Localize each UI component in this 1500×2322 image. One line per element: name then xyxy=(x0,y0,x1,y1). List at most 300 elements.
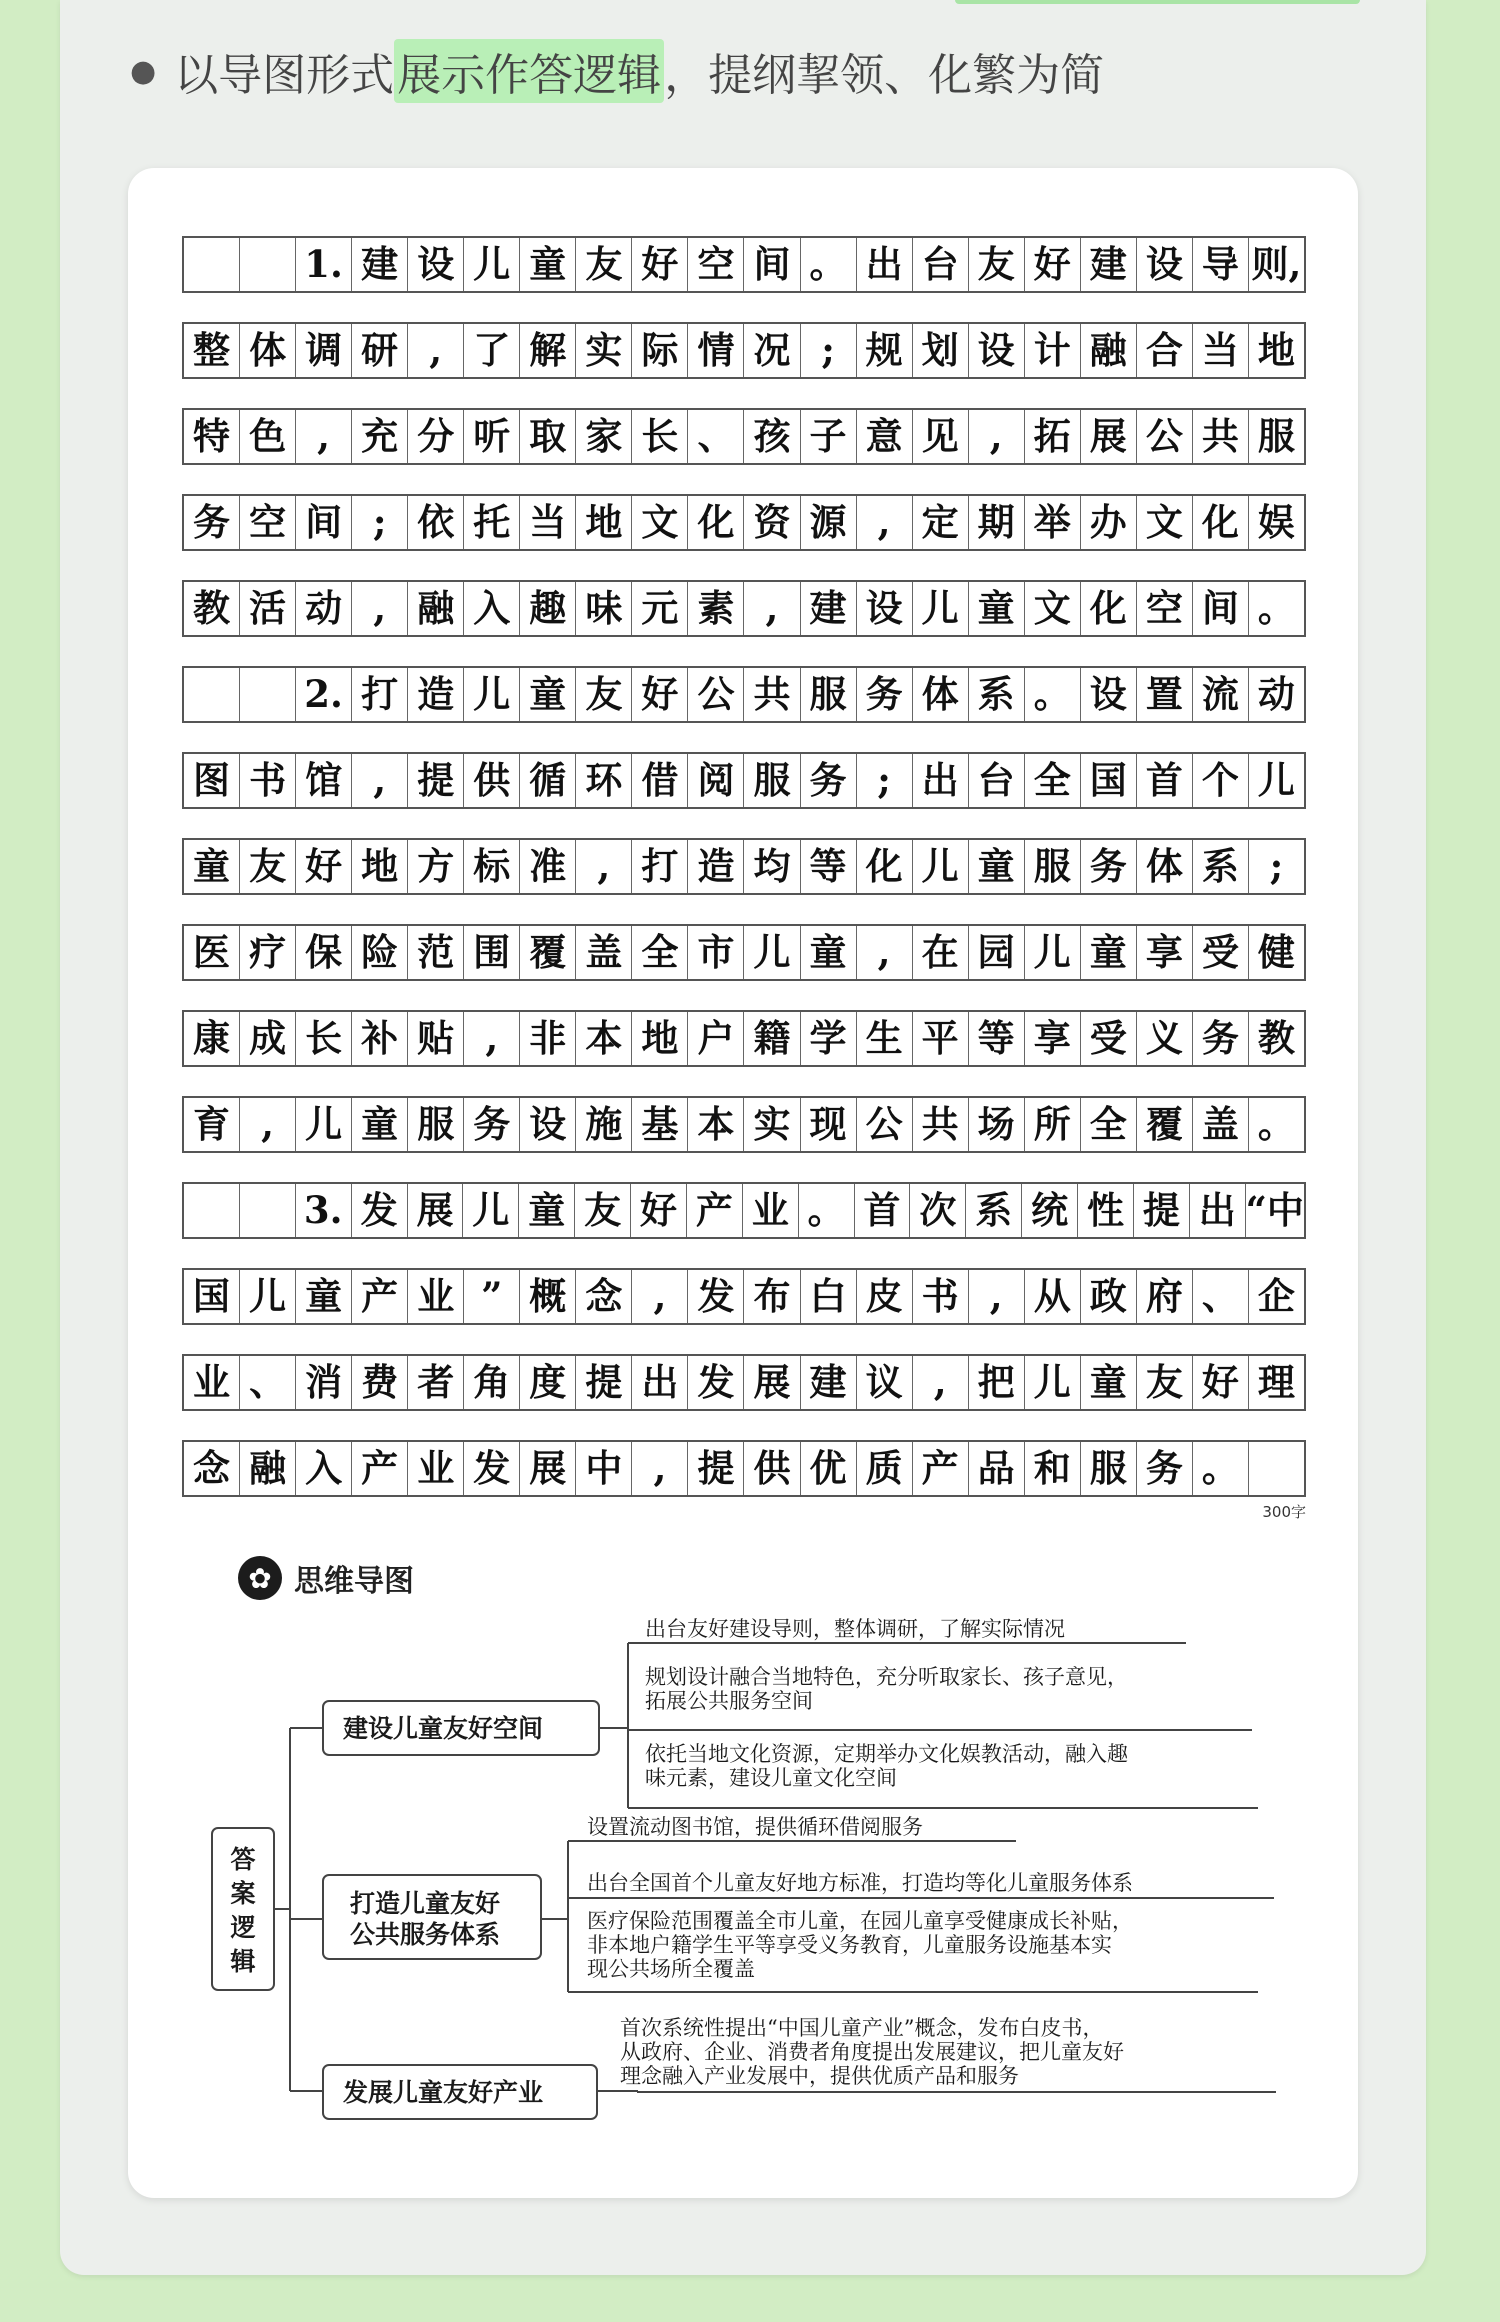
essay-cell: 入 xyxy=(295,1442,351,1495)
essay-cell: 打 xyxy=(351,668,407,721)
essay-cell: 建 xyxy=(1080,238,1136,291)
leaf-text: 非本地户籍学生平等享受义务教育，儿童服务设施基本实 xyxy=(587,1933,1112,1957)
essay-cell: 空 xyxy=(1136,582,1192,635)
essay-cell: 。 xyxy=(800,238,856,291)
essay-cell: 系 xyxy=(968,668,1024,721)
branch-label-1: 建设儿童友好空间 xyxy=(343,1714,544,1743)
essay-cell: 造 xyxy=(407,668,463,721)
essay-cell: 家 xyxy=(575,410,631,463)
essay-cell: 童 xyxy=(968,840,1024,893)
essay-cell: 1. xyxy=(295,238,351,291)
essay-cell: 围 xyxy=(463,926,519,979)
essay-cell: 共 xyxy=(912,1098,968,1151)
essay-cell: 儿 xyxy=(743,926,799,979)
word-count: 300字 xyxy=(1262,1503,1306,1521)
essay-cell: 意 xyxy=(856,410,912,463)
essay-cell: 从 xyxy=(1024,1270,1080,1323)
essay-cell: 务 xyxy=(800,754,856,807)
essay-cell: 产 xyxy=(351,1270,407,1323)
essay-cell: 成 xyxy=(239,1012,295,1065)
leaf-text: 医疗保险范围覆盖全市儿童，在园儿童享受健康成长补贴， xyxy=(587,1909,1133,1933)
essay-cell: 好 xyxy=(295,840,351,893)
essay-cell: 体 xyxy=(239,324,295,377)
essay-cell: 期 xyxy=(968,496,1024,549)
essay-cell: 供 xyxy=(463,754,519,807)
essay-cell: 品 xyxy=(968,1442,1024,1495)
essay-cell: 质 xyxy=(856,1442,912,1495)
essay-cell: 造 xyxy=(687,840,743,893)
essay-cell: 公 xyxy=(687,668,743,721)
essay-cell: 举 xyxy=(1024,496,1080,549)
essay-cell: 化 xyxy=(1080,582,1136,635)
essay-cell: , xyxy=(912,1356,968,1409)
essay-cell: 念 xyxy=(575,1270,631,1323)
essay-cell: 取 xyxy=(519,410,575,463)
essay-cell: 把 xyxy=(968,1356,1024,1409)
essay-cell: 次 xyxy=(909,1184,965,1237)
essay-cell: 全 xyxy=(1080,1098,1136,1151)
essay-cell: 解 xyxy=(519,324,575,377)
essay-cell: 儿 xyxy=(463,238,519,291)
essay-cell: 布 xyxy=(743,1270,799,1323)
essay-cell: 童 xyxy=(1080,926,1136,979)
essay-cell: 学 xyxy=(800,1012,856,1065)
essay-cell: 办 xyxy=(1080,496,1136,549)
essay-cell: 设 xyxy=(519,1098,575,1151)
essay-cell: 概 xyxy=(519,1270,575,1323)
essay-cell: 共 xyxy=(1192,410,1248,463)
essay-cell: ; xyxy=(1248,840,1304,893)
essay-cell: 地 xyxy=(351,840,407,893)
essay-cell: 企 xyxy=(1248,1270,1304,1323)
essay-cell: 全 xyxy=(1024,754,1080,807)
essay-cell: 3. xyxy=(295,1184,351,1237)
essay-cell: 友 xyxy=(1136,1356,1192,1409)
essay-cell: 在 xyxy=(912,926,968,979)
essay-cell: ; xyxy=(856,754,912,807)
essay-cell: 务 xyxy=(1080,840,1136,893)
mindmap-root-char: 逻 xyxy=(230,1913,256,1942)
mindmap-root-char: 案 xyxy=(230,1879,256,1908)
essay-cell: 现 xyxy=(800,1098,856,1151)
essay-cell: 展 xyxy=(407,1184,463,1237)
essay-cell: 国 xyxy=(1080,754,1136,807)
essay-cell: 服 xyxy=(407,1098,463,1151)
essay-cell: 划 xyxy=(912,324,968,377)
essay-cell: 本 xyxy=(575,1012,631,1065)
essay-cell: 念 xyxy=(193,1446,231,1490)
essay-cell: 。 xyxy=(1248,1098,1304,1151)
essay-cell: 托 xyxy=(463,496,519,549)
essay-cell: 好 xyxy=(1024,238,1080,291)
essay-cell: 建 xyxy=(351,238,407,291)
essay-cell: 范 xyxy=(407,926,463,979)
essay-cell: , xyxy=(968,1270,1024,1323)
essay-cell: 儿 xyxy=(1024,926,1080,979)
essay-cell: 服 xyxy=(1080,1442,1136,1495)
essay-cell: 享 xyxy=(1024,1012,1080,1065)
essay-cell: 元 xyxy=(631,582,687,635)
bullet-text-highlight: 展示作答逻辑 xyxy=(394,39,664,103)
leaf-text: 规划设计融合当地特色，充分听取家长、孩子意见， xyxy=(645,1665,1128,1689)
essay-cell: 资 xyxy=(743,496,799,549)
leaf-text: 出台全国首个儿童友好地方标准，打造均等化儿童服务体系 xyxy=(587,1871,1133,1895)
essay-cell: 实 xyxy=(575,324,631,377)
essay-cell: 儿 xyxy=(462,1184,518,1237)
essay-cell: 流 xyxy=(1192,668,1248,721)
essay-cell: 者 xyxy=(407,1356,463,1409)
essay-cell: 馆 xyxy=(295,754,351,807)
essay-cell: 所 xyxy=(1024,1098,1080,1151)
essay-cell: 受 xyxy=(1192,926,1248,979)
essay-cell: 提 xyxy=(1133,1184,1189,1237)
essay-cell: , xyxy=(463,1012,519,1065)
essay-cell: 调 xyxy=(295,324,351,377)
essay-cell: 出 xyxy=(856,238,912,291)
essay-cell: 市 xyxy=(687,926,743,979)
branch-label-2: 打造儿童友好 xyxy=(350,1889,501,1918)
essay-cell: 保 xyxy=(295,926,351,979)
essay-cell: 角 xyxy=(463,1356,519,1409)
essay-cell: 子 xyxy=(800,410,856,463)
essay-cell: 童 xyxy=(519,238,575,291)
essay-cell: 业 xyxy=(407,1442,463,1495)
essay-cell: 出 xyxy=(912,754,968,807)
essay-cell: 书 xyxy=(239,754,295,807)
branch-label-2: 公共服务体系 xyxy=(350,1920,501,1949)
leaf-text: 从政府、企业、消费者角度提出发展建议，把儿童友好 xyxy=(620,2040,1124,2064)
essay-cell: 服 xyxy=(1024,840,1080,893)
essay-cell: 打 xyxy=(631,840,687,893)
essay-cell: , xyxy=(968,410,1024,463)
essay-cell: 优 xyxy=(800,1442,856,1495)
essay-cell: 皮 xyxy=(856,1270,912,1323)
essay-cell: 享 xyxy=(1136,926,1192,979)
essay-cell: 务 xyxy=(856,668,912,721)
essay-cell: 地 xyxy=(575,496,631,549)
essay-cell: 提 xyxy=(575,1356,631,1409)
essay-cell: 文 xyxy=(1024,582,1080,635)
essay-cell: 覆 xyxy=(1136,1098,1192,1151)
essay-cell: , xyxy=(743,582,799,635)
essay-cell: 实 xyxy=(743,1098,799,1151)
essay-cell: 2. xyxy=(295,668,351,721)
essay-cell: 设 xyxy=(407,238,463,291)
essay-cell: 入 xyxy=(463,582,519,635)
essay-cell: , xyxy=(295,410,351,463)
essay-cell: 。 xyxy=(1248,582,1304,635)
essay-cell: 覆 xyxy=(519,926,575,979)
essay-cell: 环 xyxy=(575,754,631,807)
essay-cell: 中 xyxy=(575,1442,631,1495)
essay-cell: 平 xyxy=(912,1012,968,1065)
essay-cell: 务 xyxy=(1136,1442,1192,1495)
essay-cell: 业 xyxy=(742,1184,798,1237)
essay-cell: 情 xyxy=(687,324,743,377)
essay-cell: 趣 xyxy=(519,582,575,635)
essay-cell: 等 xyxy=(968,1012,1024,1065)
essay-cell: 童 xyxy=(800,926,856,979)
essay-cell: 儿 xyxy=(1024,1356,1080,1409)
feature-bullet xyxy=(130,36,1104,106)
essay-cell: 籍 xyxy=(743,1012,799,1065)
bullet-dot-icon: ● xyxy=(130,53,157,89)
essay-cell: 教 xyxy=(1248,1012,1304,1065)
essay-cell: 融 xyxy=(239,1442,295,1495)
essay-cell: 拓 xyxy=(1024,410,1080,463)
essay-cell: 等 xyxy=(800,840,856,893)
essay-cell: 非 xyxy=(519,1012,575,1065)
essay-cell: 白 xyxy=(800,1270,856,1323)
essay-cell: , xyxy=(631,1442,687,1495)
essay-cell: 孩 xyxy=(743,410,799,463)
essay-cell: 盖 xyxy=(1192,1098,1248,1151)
essay-cell: 化 xyxy=(1192,496,1248,549)
leaf-text: 设置流动图书馆，提供循环借阅服务 xyxy=(587,1815,923,1839)
top-accent-strip xyxy=(955,0,1360,4)
branch-label-3: 发展儿童友好产业 xyxy=(343,2078,544,2107)
essay-cell: 则, xyxy=(1248,238,1304,291)
essay-cell: 提 xyxy=(687,1442,743,1495)
leaf-text: 首次系统性提出“中国儿童产业”概念，发布白皮书， xyxy=(620,2016,1104,2040)
essay-cell: 育 xyxy=(193,1102,231,1146)
essay-cell: 童 xyxy=(351,1098,407,1151)
essay-cell: 阅 xyxy=(687,754,743,807)
essay-cell: 化 xyxy=(856,840,912,893)
essay-cell: 消 xyxy=(295,1356,351,1409)
essay-cell: 间 xyxy=(295,496,351,549)
essay-cell: 童 xyxy=(193,844,231,888)
essay-cell: 发 xyxy=(687,1356,743,1409)
essay-cell: 本 xyxy=(687,1098,743,1151)
essay-cell: , xyxy=(575,840,631,893)
essay-cell: 建 xyxy=(800,1356,856,1409)
essay-cell: 书 xyxy=(912,1270,968,1323)
essay-cell: 长 xyxy=(631,410,687,463)
essay-cell: 系 xyxy=(1192,840,1248,893)
essay-cell: 源 xyxy=(800,496,856,549)
essay-cell: , xyxy=(631,1270,687,1323)
mindmap-trunk xyxy=(274,1728,323,2091)
essay-cell: 儿 xyxy=(1248,754,1304,807)
essay-cell: 生 xyxy=(856,1012,912,1065)
essay-cell: 童 xyxy=(518,1184,574,1237)
essay-cell: 充 xyxy=(351,410,407,463)
essay-cell: 分 xyxy=(407,410,463,463)
essay-cell: 友 xyxy=(575,238,631,291)
essay-cell: 好 xyxy=(631,668,687,721)
essay-cell: 产 xyxy=(912,1442,968,1495)
essay-cell: 童 xyxy=(519,668,575,721)
essay-cell: 设 xyxy=(856,582,912,635)
essay-cell: ; xyxy=(351,496,407,549)
essay-cell: 间 xyxy=(743,238,799,291)
essay-cell: 性 xyxy=(1077,1184,1133,1237)
essay-cell: 导 xyxy=(1192,238,1248,291)
essay-cell: 府 xyxy=(1136,1270,1192,1323)
essay-cell: 疗 xyxy=(239,926,295,979)
leaf-text: 味元素，建设儿童文化空间 xyxy=(645,1766,897,1790)
leaf-text: 理念融入产业发展中，提供优质产品和服务 xyxy=(620,2064,1019,2088)
answer-card xyxy=(128,168,1358,2198)
essay-cell: 园 xyxy=(968,926,1024,979)
essay-cell: 。 xyxy=(798,1184,854,1237)
essay-cell: 。 xyxy=(1192,1442,1248,1495)
mindmap-title: 思维导图 xyxy=(294,1564,414,1599)
essay-cell: , xyxy=(407,324,463,377)
essay-cell: 地 xyxy=(1248,324,1304,377)
essay-cell: 个 xyxy=(1192,754,1248,807)
essay-cell: 听 xyxy=(463,410,519,463)
essay-cell: 设 xyxy=(1080,668,1136,721)
essay-cell: 童 xyxy=(295,1270,351,1323)
essay-cell: 研 xyxy=(351,324,407,377)
essay-cell: 设 xyxy=(968,324,1024,377)
leaf-text: 出台友好建设导则，整体调研，了解实际情况 xyxy=(645,1617,1065,1641)
essay-cell: 儿 xyxy=(912,840,968,893)
essay-cell: 台 xyxy=(968,754,1024,807)
essay-cell: 好 xyxy=(630,1184,686,1237)
bullet-text-pre: 以导图形式 xyxy=(174,50,395,101)
mindmap-root-char: 辑 xyxy=(230,1947,256,1976)
mindmap-diagram xyxy=(128,168,1358,2198)
essay-cell: 化 xyxy=(687,496,743,549)
essay-cell: 盖 xyxy=(575,926,631,979)
essay-cell: 当 xyxy=(519,496,575,549)
essay-cell: 补 xyxy=(351,1012,407,1065)
essay-cell: 循 xyxy=(519,754,575,807)
essay-cell: 友 xyxy=(575,668,631,721)
essay-cell: “中 xyxy=(1245,1184,1304,1237)
essay-cell: ” xyxy=(463,1270,519,1323)
essay-cell: 业 xyxy=(407,1270,463,1323)
essay-cell: 度 xyxy=(519,1356,575,1409)
essay-cell: 发 xyxy=(463,1442,519,1495)
essay-cell: 发 xyxy=(351,1184,407,1237)
essay-cell: 首 xyxy=(1136,754,1192,807)
essay-cell: 文 xyxy=(631,496,687,549)
essay-cell: 和 xyxy=(1024,1442,1080,1495)
essay-cell: 设 xyxy=(1136,238,1192,291)
essay-cell: 险 xyxy=(351,926,407,979)
essay-cell: 业 xyxy=(193,1360,231,1404)
essay-cell: 好 xyxy=(631,238,687,291)
essay-cell: 场 xyxy=(968,1098,1024,1151)
essay-cell: 供 xyxy=(743,1442,799,1495)
essay-cell: 儿 xyxy=(463,668,519,721)
essay-cell: 国 xyxy=(193,1274,231,1318)
essay-cell: 整 xyxy=(193,328,231,372)
essay-cell: 好 xyxy=(1192,1356,1248,1409)
essay-cell: 友 xyxy=(968,238,1024,291)
essay-cell: 发 xyxy=(687,1270,743,1323)
essay-cell: 产 xyxy=(686,1184,742,1237)
essay-cell: 出 xyxy=(1189,1184,1245,1237)
essay-cell: 当 xyxy=(1192,324,1248,377)
mindmap-root-char: 答 xyxy=(230,1845,256,1874)
essay-cell: 况 xyxy=(743,324,799,377)
essay-cell: 均 xyxy=(743,840,799,893)
essay-cell: 费 xyxy=(351,1356,407,1409)
essay-cell: 标 xyxy=(463,840,519,893)
essay-cell: 统 xyxy=(1021,1184,1077,1237)
essay-cell: 地 xyxy=(631,1012,687,1065)
essay-cell: 活 xyxy=(239,582,295,635)
essay-cell: 计 xyxy=(1024,324,1080,377)
essay-cell: 特 xyxy=(193,414,231,458)
essay-cell: 友 xyxy=(574,1184,630,1237)
essay-cell: , xyxy=(239,1098,295,1151)
essay-cell: 服 xyxy=(1248,410,1304,463)
essay-cell: 务 xyxy=(193,500,231,544)
essay-cell: 务 xyxy=(463,1098,519,1151)
essay-cell: 体 xyxy=(912,668,968,721)
essay-cell: 贴 xyxy=(407,1012,463,1065)
essay-cell: 务 xyxy=(1192,1012,1248,1065)
essay-cell: , xyxy=(856,496,912,549)
essay-cell: 依 xyxy=(407,496,463,549)
essay-cell: 施 xyxy=(575,1098,631,1151)
essay-cell: 色 xyxy=(239,410,295,463)
essay-cell: 置 xyxy=(1136,668,1192,721)
essay-cell: 展 xyxy=(743,1356,799,1409)
essay-cell: 见 xyxy=(912,410,968,463)
essay-cell: 议 xyxy=(856,1356,912,1409)
essay-cell: 方 xyxy=(407,840,463,893)
essay-cell: 了 xyxy=(463,324,519,377)
essay-cell: 图 xyxy=(193,758,231,802)
essay-cell: 动 xyxy=(1248,668,1304,721)
essay-cell: 教 xyxy=(193,586,231,630)
essay-cell: 义 xyxy=(1136,1012,1192,1065)
essay-cell: , xyxy=(351,754,407,807)
essay-cell: 系 xyxy=(965,1184,1021,1237)
essay-cell: 文 xyxy=(1136,496,1192,549)
essay-cell: 味 xyxy=(575,582,631,635)
essay-cell: 童 xyxy=(968,582,1024,635)
essay-cell: 儿 xyxy=(912,582,968,635)
essay-cell: 、 xyxy=(687,410,743,463)
essay-cell: 受 xyxy=(1080,1012,1136,1065)
essay-cell: 建 xyxy=(800,582,856,635)
essay-cell: 动 xyxy=(295,582,351,635)
essay-cell: 规 xyxy=(856,324,912,377)
leaf-text: 依托当地文化资源，定期举办文化娱教活动，融入趣 xyxy=(645,1742,1128,1766)
essay-cell: 融 xyxy=(407,582,463,635)
essay-cell: 融 xyxy=(1080,324,1136,377)
essay-cell: 素 xyxy=(687,582,743,635)
branch-3-connectors xyxy=(597,2091,1276,2093)
essay-cell: 产 xyxy=(351,1442,407,1495)
essay-cell: 服 xyxy=(743,754,799,807)
essay-cell: 政 xyxy=(1080,1270,1136,1323)
essay-cell: 展 xyxy=(1080,410,1136,463)
essay-cell: 服 xyxy=(800,668,856,721)
essay-cell: 儿 xyxy=(239,1270,295,1323)
essay-cell: , xyxy=(351,582,407,635)
essay-cell: 台 xyxy=(912,238,968,291)
essay-cell: 空 xyxy=(687,238,743,291)
essay-cell: 展 xyxy=(519,1442,575,1495)
essay-cell: 出 xyxy=(631,1356,687,1409)
essay-cell: ; xyxy=(800,324,856,377)
essay-cell: 、 xyxy=(1192,1270,1248,1323)
essay-cell: 借 xyxy=(631,754,687,807)
essay-cell: 间 xyxy=(1192,582,1248,635)
essay-cell: 康 xyxy=(193,1016,231,1060)
essay-cell: 合 xyxy=(1136,324,1192,377)
essay-cell: 儿 xyxy=(295,1098,351,1151)
